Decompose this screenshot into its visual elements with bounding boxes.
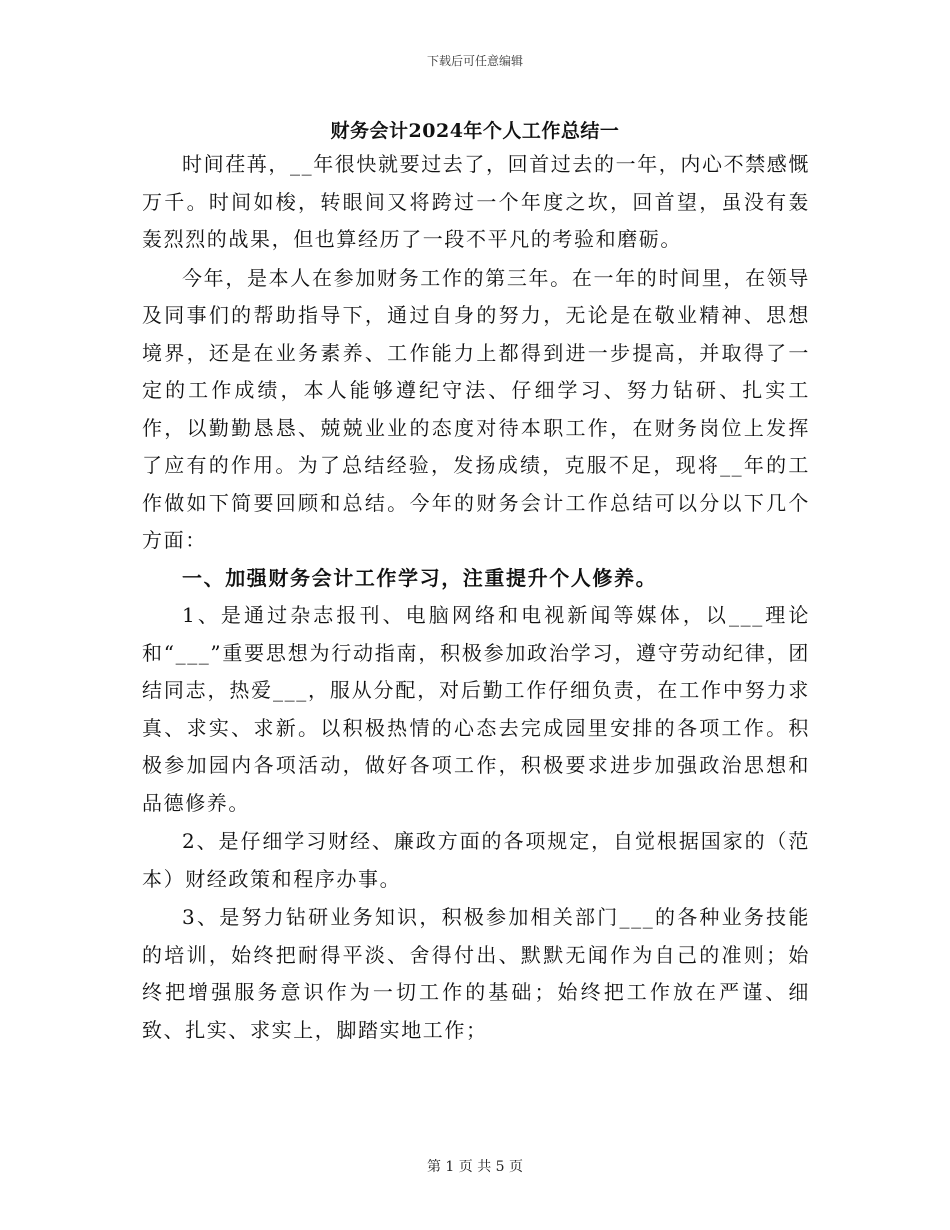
section-item-3: 3、是努力钻研业务知识，积极参加相关部门___的各种业务技能的培训，始终把耐得平淡、舍得付出、默默无闻作为自己的准则；始终把增强服务意识作为一切工作的基础；始终把工作放在严谨、细致、扎实、求实上，脚踏实地工作； bbox=[142, 905, 810, 1042]
section-item-1: 1、是通过杂志报刊、电脑网络和电视新闻等媒体，以___理论和“___”重要思想为行动指南，积极参加政治学习，遵守劳动纪律，团结同志，热爱___，服从分配，对后勤工作仔细负责，在工作中努力求真、求实、求新。以积极热情的心态去完成园里安排的各项工作。积极参加园内各项活动，做好各项工作，积极要求进步加强政治思想和品德修养。 bbox=[142, 603, 810, 815]
page-indicator: 第 1 页 共 5 页 bbox=[426, 1159, 524, 1175]
paragraph-overview: 今年，是本人在参加财务工作的第三年。在一年的时间里，在领导及同事们的帮助指导下，通过自身的努力，无论是在敬业精神、思想境界，还是在业务素养、工作能力上都得到进一步提高，并取得了一定的工作成绩，本人能够遵纪守法、仔细学习、努力钻研、扎实工作，以勤勤恳恳、兢兢业业的态度对待本职工作，在财务岗位上发挥了应有的作用。为了总结经验，发扬成绩，克服不足，现将__年的工作做如下简要回顾和总结。今年的财务会计工作总结可以分以下几个方面： bbox=[142, 265, 810, 552]
document-body bbox=[142, 146, 810, 1049]
header-note: 下载后可任意编辑 bbox=[426, 54, 523, 68]
paragraph-intro: 时间荏苒，__年很快就要过去了，回首过去的一年，内心不禁感慨万千。时间如梭，转眼间又将跨过一个年度之坎，回首望，虽没有轰轰烈烈的战果，但也算经历了一段不平凡的考验和磨砺。 bbox=[142, 152, 810, 251]
document-title: 财务会计2024年个人工作总结一 bbox=[330, 120, 620, 142]
section-item-2: 2、是仔细学习财经、廉政方面的各项规定，自觉根据国家的（范本）财经政策和程序办事。 bbox=[142, 829, 810, 891]
section-heading: 一、加强财务会计工作学习，注重提升个人修养。 bbox=[182, 565, 658, 590]
